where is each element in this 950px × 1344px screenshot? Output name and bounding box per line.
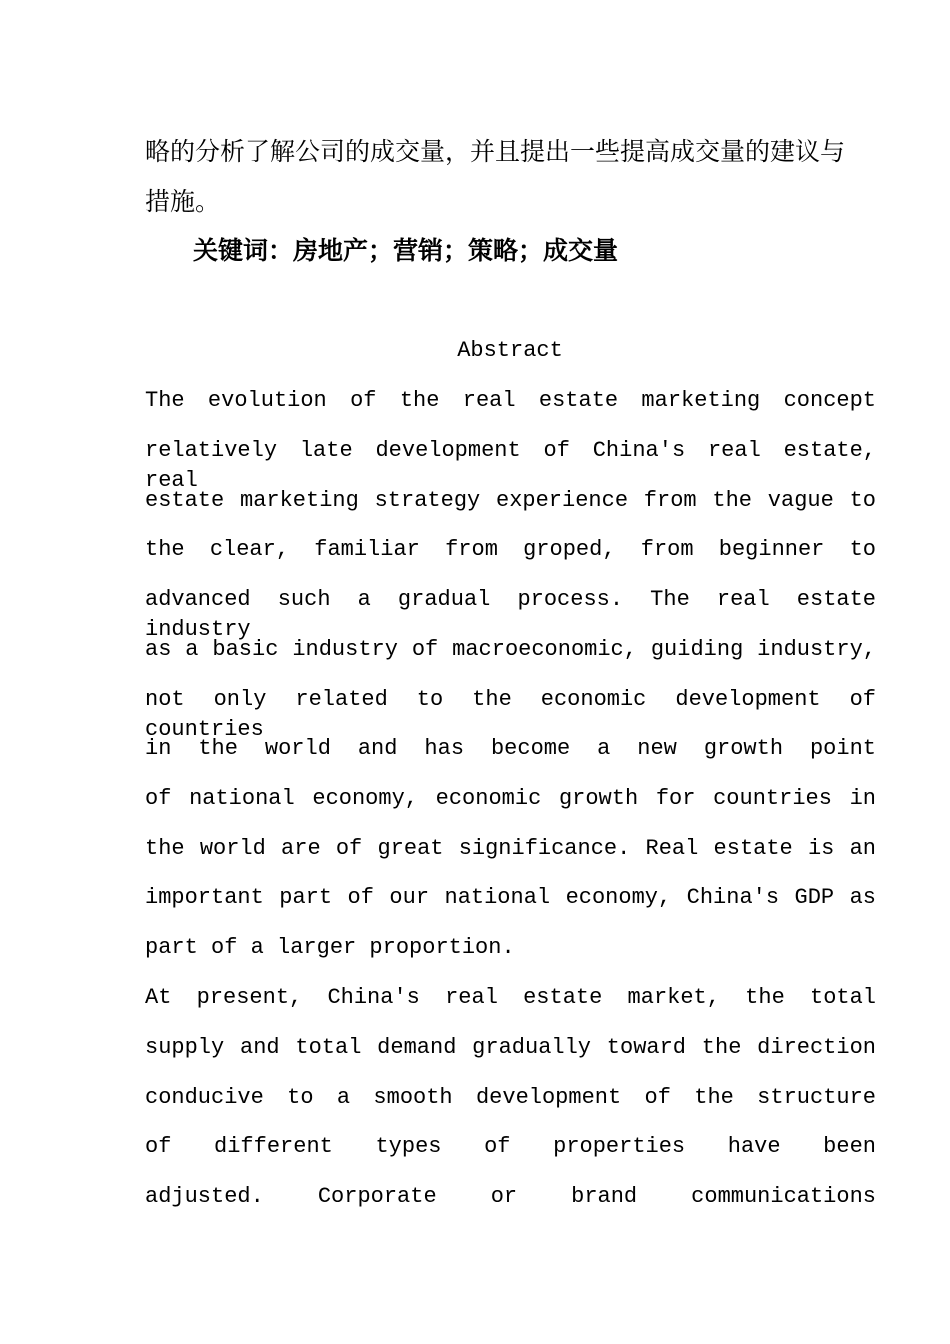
abstract-p1-line-4: the clear, familiar from groped, from beginner to [145,537,876,562]
abstract-p1-line-3: estate marketing strategy experience from the vague to [145,488,876,513]
abstract-p1-line-10: the world are of great significance. Real estate is an [145,836,876,861]
abstract-p1-line-2: relatively late development of China's real estate, real [145,438,876,493]
abstract-p1-line-7: not only related to the economic development of countries [145,687,876,742]
abstract-p2-line-4: of different types of properties have been [145,1134,876,1159]
chinese-abstract-line-1: 略的分析了解公司的成交量，并且提出一些提高成交量的建议与 [145,137,846,166]
abstract-p1-line-1: The evolution of the real estate marketing concept [145,388,876,413]
keywords: 关键词：房地产；营销；策略；成交量 [193,236,619,265]
abstract-p1-line-12: part of a larger proportion. [145,935,515,960]
abstract-p2-line-3: conducive to a smooth development of the structure [145,1085,876,1110]
abstract-title: Abstract [457,338,563,363]
abstract-p2-line-5: adjusted. Corporate or brand communications [145,1184,876,1209]
abstract-p2-line-1: At present, China's real estate market, the total [145,985,876,1010]
abstract-p1-line-9: of national economy, economic growth for countries in [145,786,876,811]
abstract-p1-line-8: in the world and has become a new growth point [145,736,876,761]
abstract-p1-line-6: as a basic industry of macroeconomic, guiding industry, [145,637,876,662]
abstract-p2-line-2: supply and total demand gradually toward the direction [145,1035,876,1060]
chinese-abstract-line-2: 措施。 [145,187,221,216]
abstract-p1-line-11: important part of our national economy, China's GDP as [145,885,876,910]
abstract-p1-line-5: advanced such a gradual process. The real estate industry [145,587,876,642]
